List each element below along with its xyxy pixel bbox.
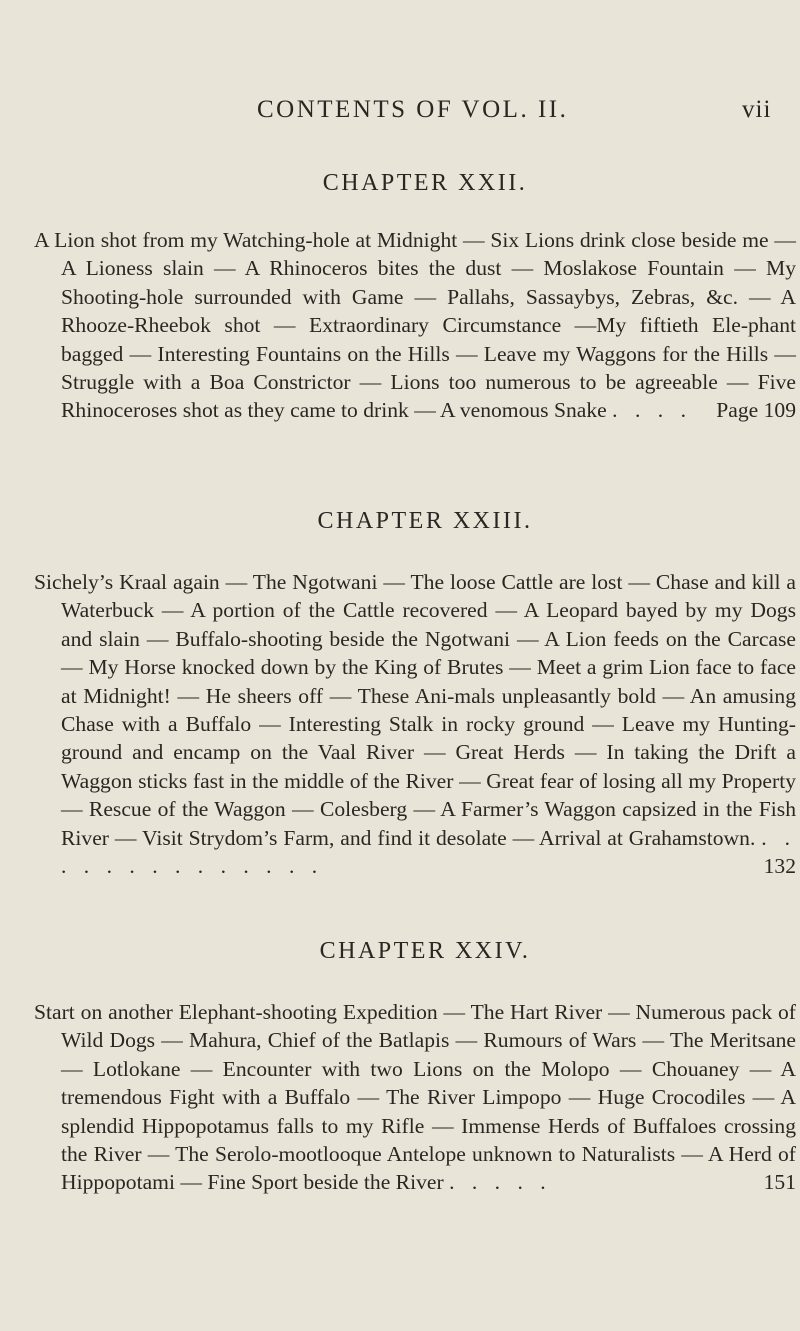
dot-leader: . . . .: [612, 398, 692, 423]
chapter-heading: CHAPTER XXIV.: [319, 938, 531, 964]
chapter-heading: CHAPTER XXIII.: [317, 508, 533, 534]
page-reference: 132: [763, 854, 796, 879]
page-reference: Page 109: [716, 398, 796, 423]
summary-text: Start on another Elephant-shooting Expedition — The Hart River — Numerous pack of Wild Dogs — Mahura, Chief of the Batlapis — Rumours of Wars — The Meritsane — Lotlokane — Encounter with two Lions on the Molopo — Chouaney — A tremendous Fight with a Buffalo — The River Limpopo — Huge Crocodiles — A splendid Hippopotamus falls to my Rifle — Immense Herds of Buffaloes crossing the River — The Serolo-mootlooque Antelope unknown to Naturalists — A Herd of Hippopotami — Fine Sport beside the River: [34, 1000, 796, 1195]
chapter-heading: CHAPTER XXII.: [322, 170, 528, 196]
chapter-summary: [34, 226, 796, 425]
dot-leader: . . . . . . . . . . . . . .: [61, 825, 797, 879]
dot-leader: . . . . .: [449, 1170, 552, 1195]
summary-text: A Lion shot from my Watching-hole at Midnight — Six Lions drink close beside me — A Lioness slain — A Rhinoceros bites the dust — Moslakose Fountain — My Shooting-hole surrounded with Game — Pallahs, Sassaybys, Zebras, &c. — A Rhooze-Rheebok shot — Extraordinary Circumstance —My fiftieth Ele-phant bagged — Interesting Fountains on the Hills — Leave my Waggons for the Hills — Struggle with a Boa Constrictor — Lions too numerous to be agreeable — Five Rhinoceroses shot as they came to drink — A venomous Snake: [34, 228, 796, 423]
running-head: [0, 96, 800, 136]
page-number: vii: [742, 96, 772, 123]
chapter-summary: [34, 998, 796, 1197]
chapter-summary: [34, 568, 796, 880]
page-reference: 151: [763, 1170, 796, 1195]
running-head-title: CONTENTS OF VOL. II.: [257, 96, 569, 123]
summary-text: Sichely’s Kraal again — The Ngotwani — The loose Cattle are lost — Chase and kill a Waterbuck — A portion of the Cattle recovered — A Leopard bayed by my Dogs and slain — Buffalo-shooting beside the Ngotwani — A Lion feeds on the Carcase — My Horse knocked down by the King of Brutes — Meet a grim Lion face to face at Midnight! — He sheers off — These Ani-mals unpleasantly bold — An amusing Chase with a Buffalo — Interesting Stalk in rocky ground — Leave my Hunting-ground and encamp on the Vaal River — Great Herds — In taking the Drift a Waggon sticks fast in the middle of the River — Great fear of losing all my Property — Rescue of the Waggon — Colesberg — A Farmer’s Waggon capsized in the Fish River — Visit Strydom’s Farm, and find it desolate — Arrival at Grahamstown.: [34, 570, 796, 850]
